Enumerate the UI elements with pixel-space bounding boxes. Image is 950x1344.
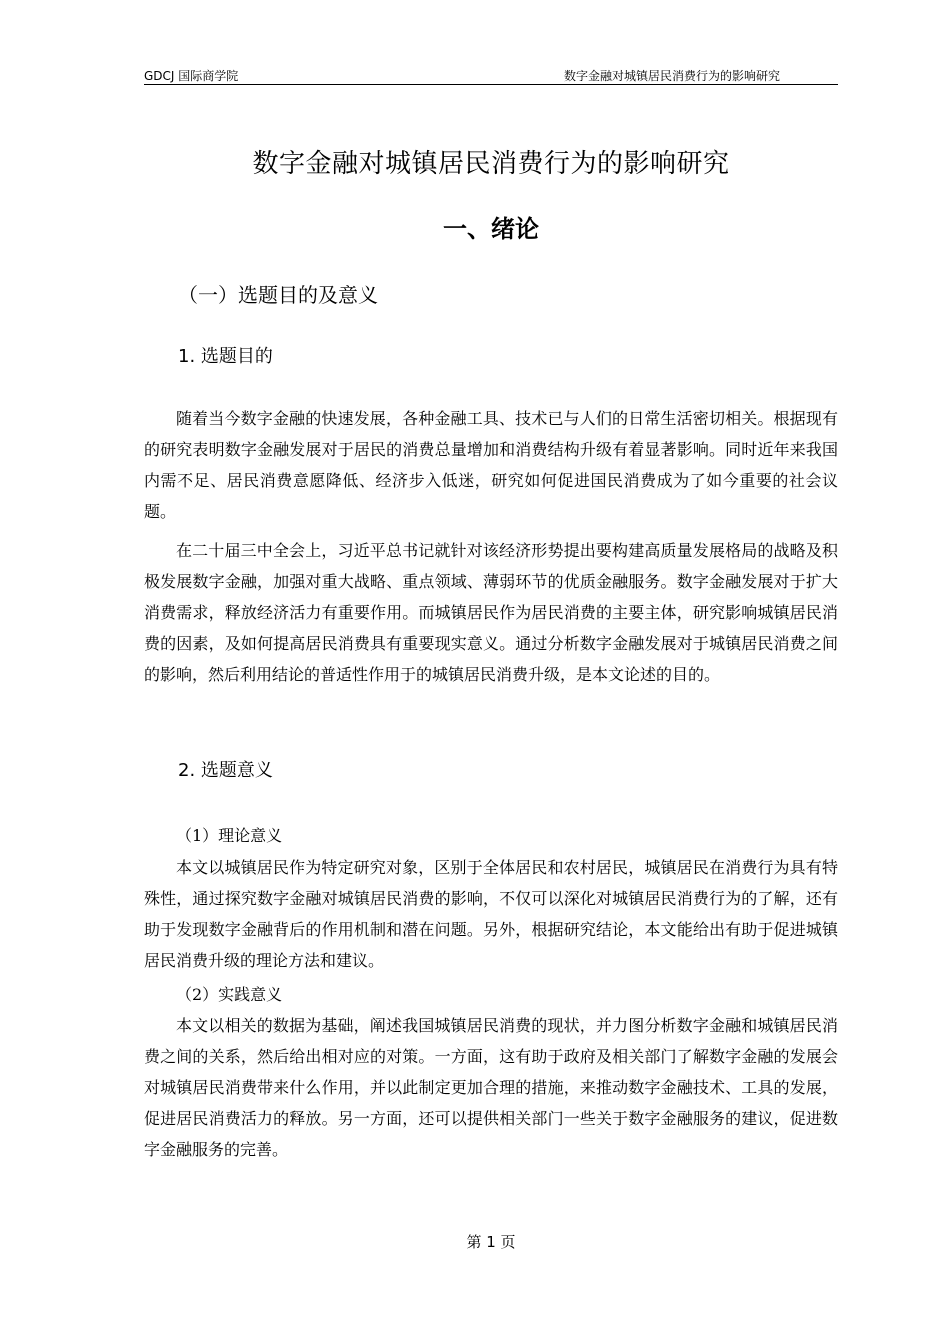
subsection-heading-purpose: 1. 选题目的 — [178, 346, 273, 367]
paragraph-practical: 本文以相关的数据为基础，阐述我国城镇居民消费的现状，并力图分析数字金融和城镇居民消费之间的关系，然后给出相对应的对策。一方面，这有助于政府及相关部门了解数字金融的发展会对城镇居民消费带来什么作用，并以此制定更加合理的措施，来推动数字金融技术、工具的发展，促进居民消费活力的释放。另一方面，还可以提供相关部门一些关于数字金融服务的建议，促进数字金融服务的完善。 — [144, 1016, 838, 1159]
header-running-title: 数字金融对城镇居民消费行为的影响研究 — [563, 69, 780, 83]
paragraph-theoretical: 本文以城镇居民作为特定研究对象，区别于全体居民和农村居民，城镇居民在消费行为具有特殊性，通过探究数字金融对城镇居民消费的影响，不仅可以深化对城镇居民消费行为的了解，还有助于发现数字金融背后的作用机制和潜在问题。另外，根据研究结论，本文能给出有助于促进城镇居民消费升级的理论方法和建议。 — [144, 858, 838, 970]
section-heading: （一）选题目的及意义 — [178, 283, 378, 307]
item-practical-significance: （2）实践意义 — [176, 985, 283, 1004]
chapter-heading: 一、绪论 — [443, 215, 539, 243]
page-header — [144, 68, 838, 85]
subsection-heading-significance: 2. 选题意义 — [178, 760, 273, 781]
paragraph-purpose-2: 在二十届三中全会上，习近平总书记就针对该经济形势提出要构建高质量发展格局的战略及积极发展数字金融，加强对重大战略、重点领域、薄弱环节的优质金融服务。数字金融发展对于扩大消费需求，释放经济活力有重要作用。而城镇居民作为居民消费的主要主体，研究影响城镇居民消费的因素，及如何提高居民消费具有重要现实意义。通过分析数字金融发展对于城镇居民消费之间的影响，然后利用结论的普适性作用于的城镇居民消费升级，是本文论述的目的。 — [144, 541, 838, 684]
document-title: 数字金融对城镇居民消费行为的影响研究 — [252, 149, 730, 179]
item-theoretical-significance: （1）理论意义 — [176, 826, 283, 845]
page-number: 第 1 页 — [466, 1233, 516, 1251]
header-institution: GDCJ 国际商学院 — [144, 69, 239, 83]
paragraph-purpose-1: 随着当今数字金融的快速发展，各种金融工具、技术已与人们的日常生活密切相关。根据现有的研究表明数字金融发展对于居民的消费总量增加和消费结构升级有着显著影响。同时近年来我国内需不足、居民消费意愿降低、经济步入低迷，研究如何促进国民消费成为了如今重要的社会议题。 — [144, 409, 838, 521]
